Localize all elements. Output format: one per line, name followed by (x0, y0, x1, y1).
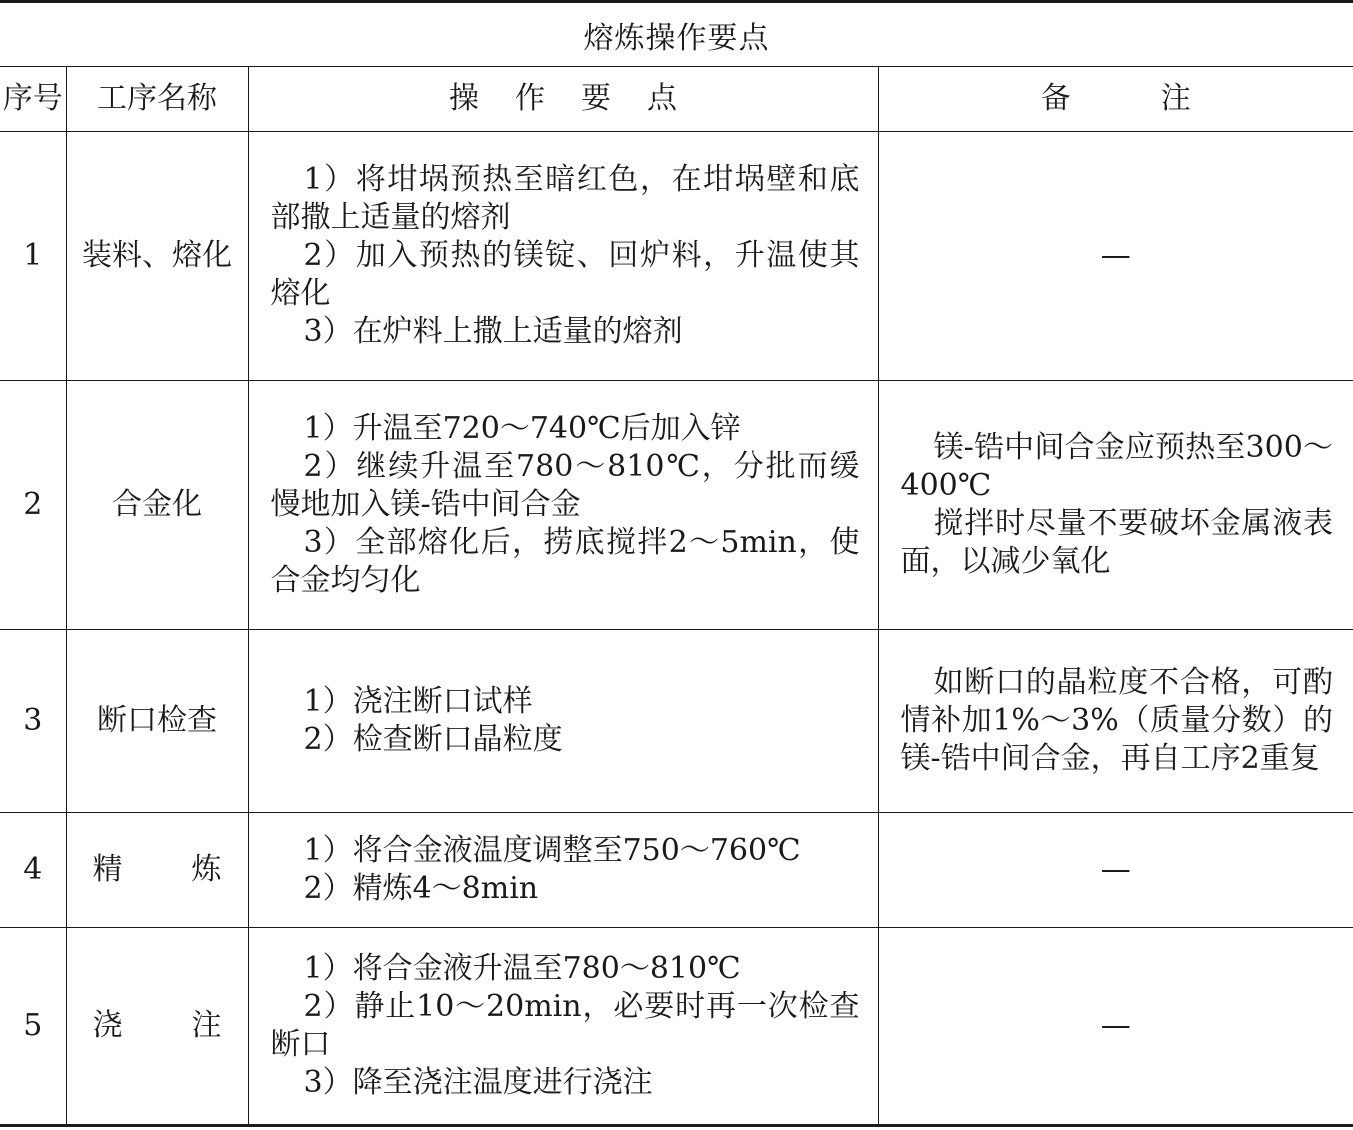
seq-cell: 1 (0, 132, 66, 381)
ops-item: 1）将坩埚预热至暗红色，在坩埚壁和底部撒上适量的熔剂 (270, 162, 860, 235)
table-row (0, 132, 1353, 381)
process-cell: 合金化 (66, 381, 248, 630)
header-note: 备注 (878, 67, 1353, 132)
ops-cell (248, 928, 878, 1126)
process-cell (66, 928, 248, 1126)
process-cell: 断口检查 (66, 630, 248, 813)
seq-cell: 3 (0, 630, 66, 813)
header-ops: 操作要点 (248, 67, 878, 132)
seq-cell: 5 (0, 928, 66, 1126)
process-char: 炼 (191, 852, 222, 887)
melting-table (0, 66, 1353, 1127)
header-row (0, 67, 1353, 132)
table-row (0, 630, 1353, 813)
ops-item: 3）全部熔化后，捞底搅拌2～5min，使合金均匀化 (270, 525, 860, 598)
note-cell (878, 381, 1353, 630)
process-name (67, 851, 248, 889)
ops-cell (248, 630, 878, 813)
note-cell: — (878, 132, 1353, 381)
process-char: 精 (92, 852, 123, 887)
table-row (0, 381, 1353, 630)
header-seq: 序号 (0, 67, 66, 132)
ops-cell (248, 813, 878, 928)
process-char: 浇 (92, 1008, 123, 1043)
table-row (0, 928, 1353, 1126)
ops-cell (248, 132, 878, 381)
note-cell: — (878, 928, 1353, 1126)
note-cell (878, 630, 1353, 813)
process-cell: 装料、熔化 (66, 132, 248, 381)
ops-item: 2）检查断口晶粒度 (303, 722, 563, 757)
ops-item: 2）继续升温至780～810℃，分批而缓慢地加入镁-锆中间合金 (270, 449, 860, 522)
ops-item: 2）静止10～20min，必要时再一次检查断口 (270, 989, 860, 1062)
ops-cell (248, 381, 878, 630)
ops-item: 1）浇注断口试样 (303, 684, 533, 719)
table-title: 熔炼操作要点 (0, 0, 1353, 66)
process-cell (66, 813, 248, 928)
process-char: 注 (191, 1008, 222, 1043)
ops-item: 1）升温至720～740℃后加入锌 (303, 411, 741, 446)
note-paragraph: 搅拌时尽量不要破坏金属液表面，以减少氧化 (900, 506, 1333, 579)
ops-item: 1）将合金液升温至780～810℃ (303, 951, 741, 986)
ops-item: 1）将合金液温度调整至750～760℃ (303, 833, 801, 868)
ops-item: 2）加入预热的镁锭、回炉料，升温使其熔化 (270, 238, 860, 311)
table-row (0, 813, 1353, 928)
seq-cell: 2 (0, 381, 66, 630)
note-cell: — (878, 813, 1353, 928)
process-name (67, 1007, 248, 1045)
header-process: 工序名称 (66, 67, 248, 132)
ops-item: 3）在炉料上撒上适量的熔剂 (303, 314, 683, 349)
ops-item: 2）精炼4～8min (303, 871, 539, 906)
note-paragraph: 如断口的晶粒度不合格，可酌情补加1%～3%（质量分数）的镁-锆中间合金，再自工序2重复 (900, 665, 1333, 776)
seq-cell: 4 (0, 813, 66, 928)
ops-item: 3）降至浇注温度进行浇注 (303, 1065, 653, 1100)
note-paragraph: 镁-锆中间合金应预热至300～400℃ (900, 430, 1333, 503)
